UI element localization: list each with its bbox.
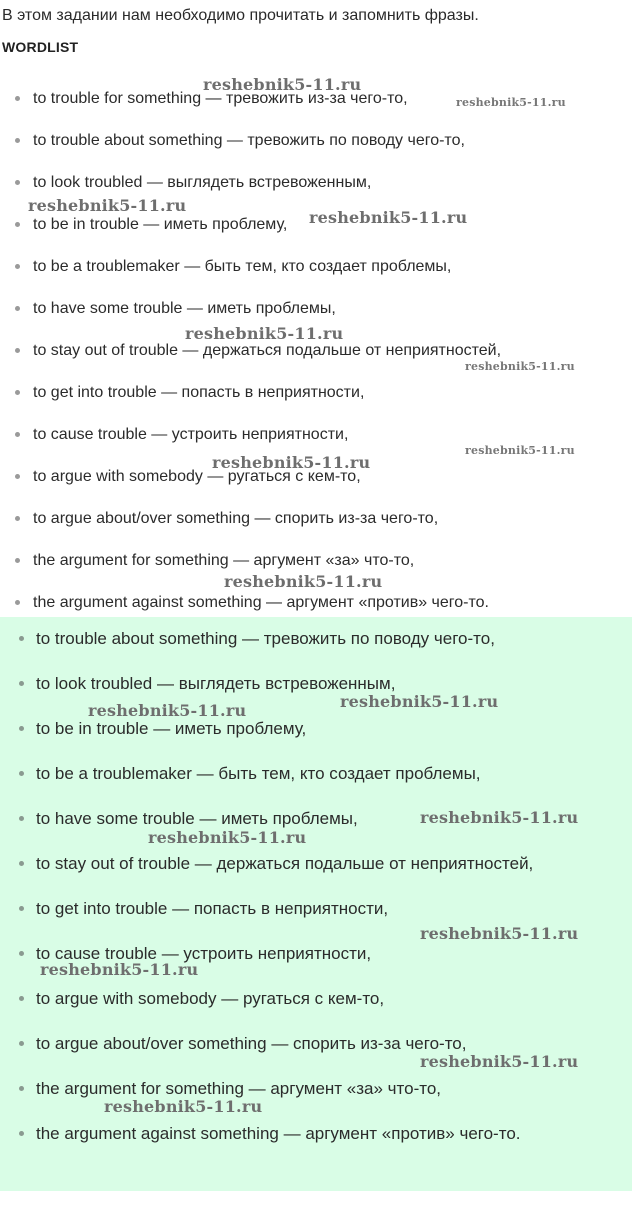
bullet-icon	[19, 1041, 24, 1046]
bullet-icon	[19, 906, 24, 911]
watermark: reshebnik5-11.ru	[456, 96, 566, 109]
list-item	[0, 976, 632, 1021]
bullet-icon	[15, 516, 20, 521]
list-item-text: to argue with somebody — ругаться с кем-то,	[33, 468, 361, 485]
watermark: reshebnik5-11.ru	[224, 572, 383, 591]
bullet-icon	[15, 138, 20, 143]
bullet-icon	[15, 306, 20, 311]
bullet-icon	[19, 1086, 24, 1091]
list-item	[0, 841, 632, 886]
list-item-text: to trouble about something — тревожить по поводу чего-то,	[36, 629, 495, 648]
list-item-text: to argue about/over something — спорить из-за чего-то,	[36, 1034, 467, 1053]
bullet-icon	[19, 996, 24, 1001]
bullet-icon	[19, 681, 24, 686]
list-item	[0, 372, 632, 414]
list-item-text: to be a troublemaker — быть тем, кто создает проблемы,	[36, 764, 481, 783]
watermark: reshebnik5-11.ru	[465, 360, 575, 373]
list-item-text: to have some trouble — иметь проблемы,	[33, 300, 336, 317]
bullet-icon	[15, 264, 20, 269]
list-item-text: to be a troublemaker — быть тем, кто создает проблемы,	[33, 258, 452, 275]
list-item-text: to look troubled — выглядеть встревоженным,	[36, 674, 396, 693]
watermark: reshebnik5-11.ru	[420, 1052, 579, 1071]
bullet-icon	[15, 180, 20, 185]
bullet-icon	[19, 1131, 24, 1136]
list-item-text: to have some trouble — иметь проблемы,	[36, 809, 358, 828]
watermark: reshebnik5-11.ru	[148, 828, 307, 847]
wordlist	[0, 78, 632, 624]
intro-text: В этом задании нам необходимо прочитать и запомнить фразы.	[2, 7, 479, 24]
list-item-text: to trouble about something — тревожить по поводу чего-то,	[33, 132, 465, 149]
watermark: reshebnik5-11.ru	[420, 808, 579, 827]
list-item	[0, 751, 632, 796]
watermark: reshebnik5-11.ru	[212, 453, 371, 472]
bullet-icon	[15, 600, 20, 605]
list-item-text: to get into trouble — попасть в неприятности,	[33, 384, 365, 401]
highlighted-wordlist	[0, 616, 632, 1156]
list-item-text: the argument for something — аргумент «за» что-то,	[36, 1079, 442, 1098]
bullet-icon	[15, 474, 20, 479]
watermark: reshebnik5-11.ru	[309, 208, 468, 227]
list-item-text: to stay out of trouble — держаться подальше от неприятностей,	[33, 342, 502, 359]
list-item-text: to cause trouble — устроить неприятности,	[36, 944, 372, 963]
list-item-text: to argue with somebody — ругаться с кем-то,	[36, 989, 385, 1008]
list-item	[0, 661, 632, 706]
bullet-icon	[15, 558, 20, 563]
bullet-icon	[15, 390, 20, 395]
bullet-icon	[19, 816, 24, 821]
bullet-icon	[19, 726, 24, 731]
list-item-text: the argument for something — аргумент «за» что-то,	[33, 552, 415, 569]
list-item-text: to argue about/over something — спорить из-за чего-то,	[33, 510, 439, 527]
list-item	[0, 1066, 632, 1111]
watermark: reshebnik5-11.ru	[340, 692, 499, 711]
list-item	[0, 1111, 632, 1156]
watermark: reshebnik5-11.ru	[420, 924, 579, 943]
bullet-icon	[19, 951, 24, 956]
bullet-icon	[15, 96, 20, 101]
list-item	[0, 498, 632, 540]
list-item-text: to cause trouble — устроить неприятности,	[33, 426, 349, 443]
list-item-text: to get into trouble — попасть в неприятности,	[36, 899, 389, 918]
wordlist-heading: WORDLIST	[2, 39, 79, 55]
bullet-icon	[15, 222, 20, 227]
watermark: reshebnik5-11.ru	[88, 701, 247, 720]
watermark: reshebnik5-11.ru	[28, 196, 187, 215]
bullet-icon	[15, 348, 20, 353]
list-item	[0, 246, 632, 288]
bullet-icon	[19, 861, 24, 866]
list-item-text: to be in trouble — иметь проблему,	[33, 216, 288, 233]
watermark: reshebnik5-11.ru	[185, 324, 344, 343]
watermark: reshebnik5-11.ru	[465, 444, 575, 457]
list-item	[0, 120, 632, 162]
watermark: reshebnik5-11.ru	[104, 1097, 263, 1116]
list-item-text: the argument against something — аргумент «против» чего-то.	[36, 1124, 521, 1143]
bullet-icon	[15, 432, 20, 437]
watermark: reshebnik5-11.ru	[40, 960, 199, 979]
list-item-text: to stay out of trouble — держаться подальше от неприятностей,	[36, 854, 534, 873]
list-item-text: the argument against something — аргумент «против» чего-то.	[33, 594, 489, 611]
list-item	[0, 616, 632, 661]
list-item-text: to be in trouble — иметь проблему,	[36, 719, 307, 738]
watermark: reshebnik5-11.ru	[203, 75, 362, 94]
list-item-text: to trouble for something — тревожить из-за чего-то,	[33, 90, 408, 107]
bullet-icon	[19, 636, 24, 641]
list-item-text: to look troubled — выглядеть встревоженным,	[33, 174, 372, 191]
bullet-icon	[19, 771, 24, 776]
